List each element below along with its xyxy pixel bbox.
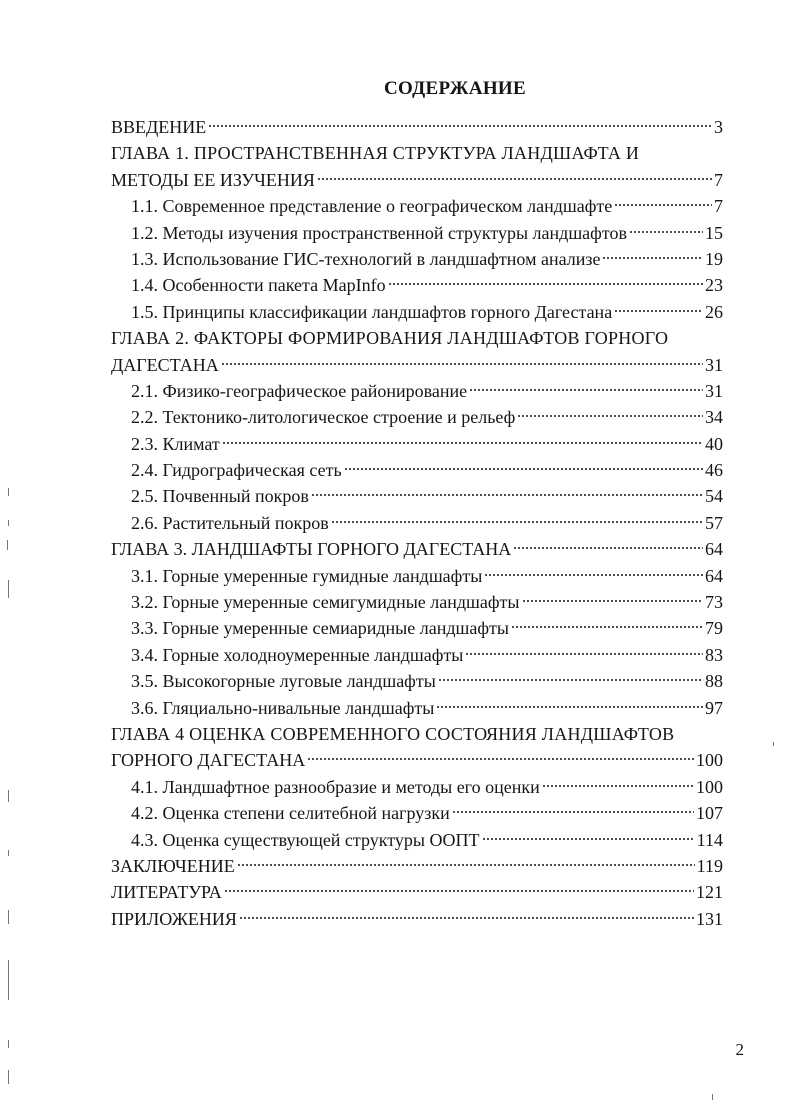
toc-section-entry bbox=[111, 510, 723, 536]
toc-entry-page: 31 bbox=[705, 380, 723, 401]
scan-speck bbox=[8, 1040, 9, 1048]
dot-leader bbox=[222, 441, 703, 445]
toc-section-entry bbox=[111, 800, 723, 826]
dot-leader bbox=[307, 757, 694, 761]
toc-section-entry bbox=[111, 827, 723, 853]
scan-speck bbox=[7, 540, 8, 550]
toc-entry-page: 107 bbox=[696, 803, 723, 824]
toc-title: СОДЕРЖАНИЕ bbox=[384, 78, 526, 99]
toc-entry-page: 131 bbox=[696, 908, 723, 929]
dot-leader bbox=[511, 625, 703, 629]
toc-entry-page: 119 bbox=[696, 855, 723, 876]
toc-entry-label: 2.5. Почвенный покров bbox=[131, 483, 309, 509]
toc-entry-page: 57 bbox=[705, 512, 723, 533]
toc-entry-page: 34 bbox=[705, 407, 723, 428]
toc-chapter-entry bbox=[111, 853, 723, 879]
toc-entry-label: 1.3. Использование ГИС-технологий в ландшафтном анализе bbox=[131, 246, 600, 272]
toc-entry-page: 31 bbox=[705, 354, 723, 375]
dot-leader bbox=[311, 493, 703, 497]
toc-entry-label: ПРИЛОЖЕНИЯ bbox=[111, 906, 237, 932]
dot-leader bbox=[438, 678, 703, 682]
toc-entry-label: 3.6. Гляциально-нивальные ландшафты bbox=[131, 695, 434, 721]
dot-leader bbox=[614, 309, 703, 313]
toc-entry-title-line: ГЛАВА 1. ПРОСТРАНСТВЕННАЯ СТРУКТУРА ЛАНДШАФТА И bbox=[111, 143, 640, 164]
toc-section-entry bbox=[111, 668, 723, 694]
toc-entry-title-line: ГЛАВА 4 ОЦЕНКА СОВРЕМЕННОГО СОСТОЯНИЯ ЛАНДШАФТОВ bbox=[111, 723, 675, 744]
scan-speck bbox=[8, 1070, 9, 1084]
toc-section-entry bbox=[111, 246, 723, 272]
toc-entry-page: 73 bbox=[705, 592, 723, 613]
toc-entry-label: ГОРНОГО ДАГЕСТАНА bbox=[111, 747, 305, 773]
dot-leader bbox=[542, 784, 694, 788]
toc-entry-label: 4.2. Оценка степени селитебной нагрузки bbox=[131, 800, 450, 826]
toc-section-entry bbox=[111, 695, 723, 721]
toc-entry-label: 3.2. Горные умеренные семигумидные ландшафты bbox=[131, 589, 520, 615]
toc-entry-page: 7 bbox=[714, 196, 723, 217]
toc-entry-page: 79 bbox=[705, 618, 723, 639]
toc-entry-page: 23 bbox=[705, 275, 723, 296]
toc-entry-label: 1.5. Принципы классификации ландшафтов горного Дагестана bbox=[131, 299, 612, 325]
toc-entry-page: 15 bbox=[705, 222, 723, 243]
toc-entry-label: 3.5. Высокогорные луговые ландшафты bbox=[131, 668, 436, 694]
toc-section-entry bbox=[111, 589, 723, 615]
dot-leader bbox=[513, 546, 703, 550]
table-of-contents bbox=[111, 114, 723, 932]
toc-entry-label: 2.3. Климат bbox=[131, 431, 220, 457]
toc-entry-page: 100 bbox=[696, 776, 723, 797]
toc-entry-page: 121 bbox=[696, 882, 723, 903]
toc-entry-label: ЗАКЛЮЧЕНИЕ bbox=[111, 853, 235, 879]
toc-entry-label: 2.6. Растительный покров bbox=[131, 510, 329, 536]
dot-leader bbox=[482, 837, 695, 841]
toc-entry-page: 46 bbox=[705, 460, 723, 481]
toc-chapter-entry bbox=[111, 747, 723, 773]
dot-leader bbox=[629, 230, 703, 234]
dot-leader bbox=[517, 414, 703, 418]
dot-leader bbox=[436, 705, 703, 709]
toc-chapter-entry bbox=[111, 906, 723, 932]
toc-entry-page: 88 bbox=[705, 671, 723, 692]
toc-section-entry bbox=[111, 193, 723, 219]
toc-entry-page: 26 bbox=[705, 301, 723, 322]
toc-entry-label: 2.4. Гидрографическая сеть bbox=[131, 457, 342, 483]
dot-leader bbox=[221, 362, 703, 366]
toc-section-entry bbox=[111, 774, 723, 800]
toc-entry-page: 97 bbox=[705, 697, 723, 718]
toc-entry-page: 64 bbox=[705, 565, 723, 586]
toc-entry-page: 64 bbox=[705, 539, 723, 560]
scan-speck bbox=[8, 488, 9, 496]
toc-entry-label: 1.1. Современное представление о географическом ландшафте bbox=[131, 193, 612, 219]
toc-entry-page: 100 bbox=[696, 750, 723, 771]
toc-entry-page: 7 bbox=[714, 169, 723, 190]
toc-entry-page: 83 bbox=[705, 644, 723, 665]
dot-leader bbox=[388, 282, 703, 286]
dot-leader bbox=[317, 177, 712, 181]
dot-leader bbox=[522, 599, 703, 603]
toc-entry-label: 3.4. Горные холодноумеренные ландшафты bbox=[131, 642, 463, 668]
toc-entry-label: 1.4. Особенности пакета MapInfo bbox=[131, 272, 386, 298]
toc-entry-page: 3 bbox=[714, 117, 723, 137]
toc-section-entry bbox=[111, 642, 723, 668]
toc-section-entry bbox=[111, 431, 723, 457]
toc-entry-page: 19 bbox=[705, 248, 723, 269]
toc-chapter-entry bbox=[111, 114, 723, 140]
toc-entry-label: 2.2. Тектонико-литологическое строение и рельеф bbox=[131, 404, 515, 430]
toc-entry-label: 3.3. Горные умеренные семиаридные ландшафты bbox=[131, 615, 509, 641]
dot-leader bbox=[484, 573, 703, 577]
dot-leader bbox=[452, 810, 694, 814]
toc-entry-label: ВВЕДЕНИЕ bbox=[111, 114, 206, 140]
scan-speck bbox=[8, 910, 9, 924]
dot-leader bbox=[469, 388, 703, 392]
dot-leader bbox=[208, 124, 712, 128]
toc-entry-label: 4.1. Ландшафтное разнообразие и методы его оценки bbox=[131, 774, 540, 800]
toc-section-entry bbox=[111, 220, 723, 246]
toc-section-entry bbox=[111, 404, 723, 430]
toc-entry-label: МЕТОДЫ ЕЕ ИЗУЧЕНИЯ bbox=[111, 167, 315, 193]
scan-speck bbox=[773, 742, 774, 746]
dot-leader bbox=[239, 916, 694, 920]
dot-leader bbox=[614, 203, 712, 207]
dot-leader bbox=[224, 889, 694, 893]
scan-speck bbox=[712, 1094, 713, 1100]
toc-section-entry bbox=[111, 483, 723, 509]
toc-section-entry bbox=[111, 299, 723, 325]
scan-speck bbox=[8, 520, 9, 526]
toc-entry-label: 4.3. Оценка существующей структуры ООПТ bbox=[131, 827, 480, 853]
toc-section-entry bbox=[111, 272, 723, 298]
toc-chapter-entry bbox=[111, 879, 723, 905]
scan-speck bbox=[8, 850, 9, 856]
toc-entry-page: 54 bbox=[705, 486, 723, 507]
dot-leader bbox=[465, 652, 703, 656]
toc-section-entry bbox=[111, 563, 723, 589]
dot-leader bbox=[331, 520, 703, 524]
toc-entry-label: 1.2. Методы изучения пространственной структуры ландшафтов bbox=[131, 220, 627, 246]
toc-chapter-entry bbox=[111, 352, 723, 378]
page-number: 2 bbox=[735, 1040, 744, 1059]
toc-chapter-entry bbox=[111, 167, 723, 193]
toc-entry-page: 114 bbox=[696, 829, 723, 850]
toc-entry-label: 2.1. Физико-географическое районирование bbox=[131, 378, 467, 404]
toc-section-entry bbox=[111, 378, 723, 404]
toc-entry-label: ЛИТЕРАТУРА bbox=[111, 879, 222, 905]
scan-speck bbox=[8, 960, 9, 1000]
toc-entry-label: ГЛАВА 3. ЛАНДШАФТЫ ГОРНОГО ДАГЕСТАНА bbox=[111, 536, 511, 562]
toc-entry-title-line: ГЛАВА 2. ФАКТОРЫ ФОРМИРОВАНИЯ ЛАНДШАФТОВ ГОРНОГО bbox=[111, 328, 669, 349]
toc-entry-label: 3.1. Горные умеренные гумидные ландшафты bbox=[131, 563, 482, 589]
scan-speck bbox=[8, 790, 9, 802]
toc-section-entry bbox=[111, 457, 723, 483]
dot-leader bbox=[344, 467, 703, 471]
scan-speck bbox=[8, 580, 9, 598]
toc-section-entry bbox=[111, 615, 723, 641]
toc-entry-label: ДАГЕСТАНА bbox=[111, 352, 219, 378]
toc-chapter-entry bbox=[111, 536, 723, 562]
toc-entry-page: 40 bbox=[705, 433, 723, 454]
dot-leader bbox=[602, 256, 703, 260]
dot-leader bbox=[237, 863, 695, 867]
